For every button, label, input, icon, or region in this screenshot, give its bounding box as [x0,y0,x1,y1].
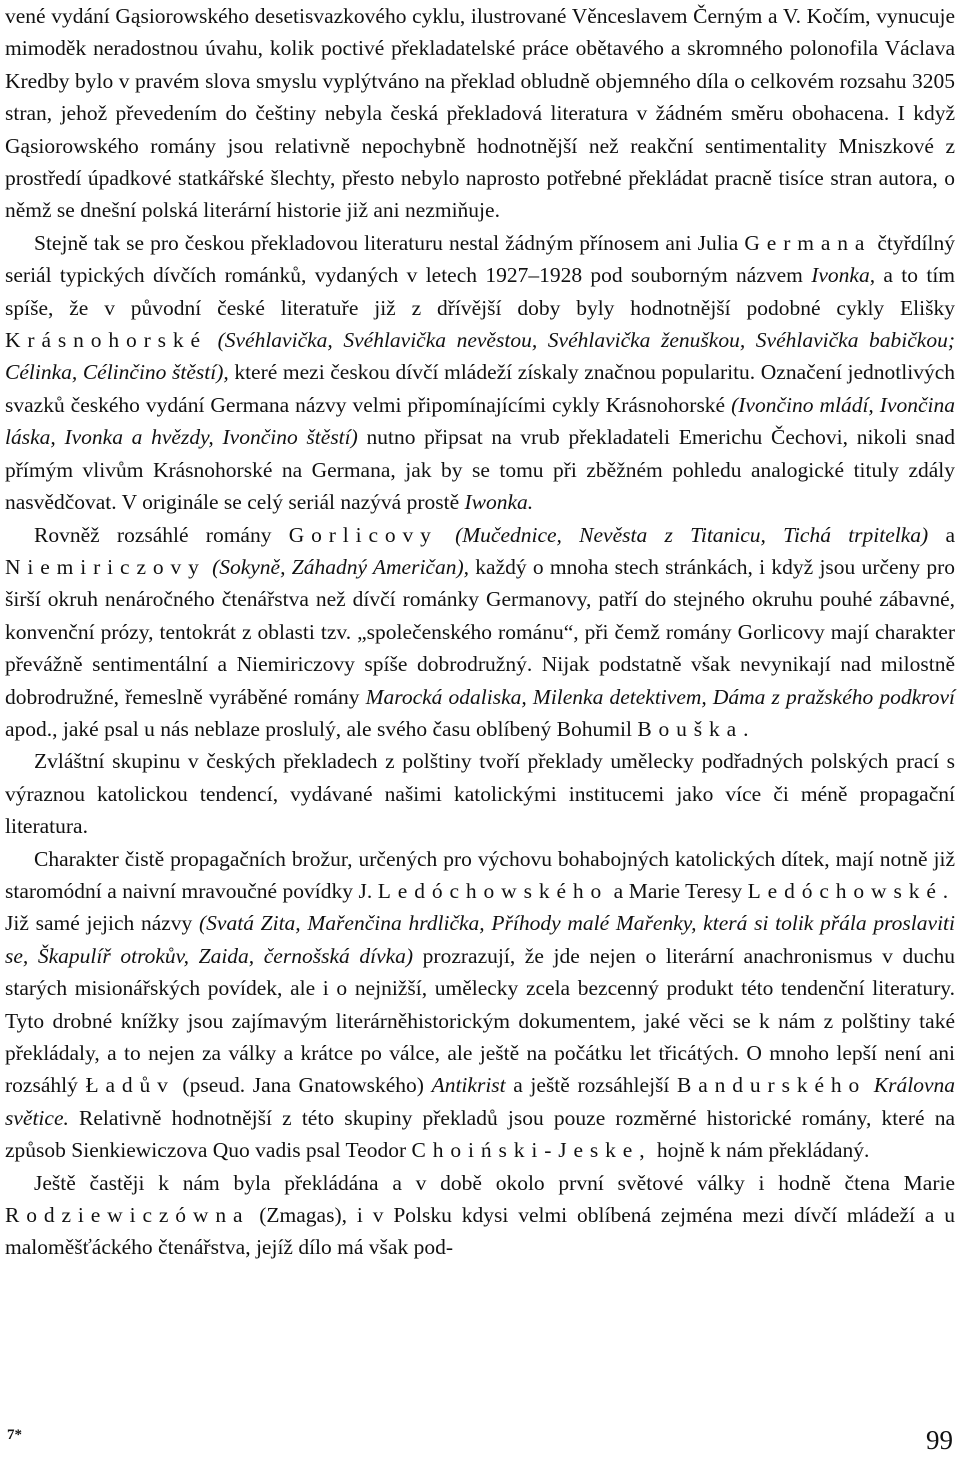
paragraph [5,0,955,227]
text-run: hojně k nám překládaný. [651,1138,870,1163]
text-run: Stejně tak se pro českou překladovou literaturu nestal žádným přínosem ani Julia [34,230,745,255]
body-text [5,0,955,1264]
paragraph [5,745,955,842]
italic-title: (Mučednice, Nevěsta z Titanicu, Tichá trpitelka) [455,522,929,547]
italic-title: (Ivončino mládí, Ivončina láska, Ivonka a hvězdy, Ivončino štěstí) [5,392,955,450]
paragraph [5,1167,955,1264]
italic-title: Královna světice. [5,1073,956,1130]
paragraph [5,519,955,746]
spaced-author-name: Germana [744,230,872,255]
text-run: čtyřdílný seriál typických dívčích románků, vydaných v letech 1927–1928 pod souborným názvem [5,230,955,288]
spaced-author-name: Choiński-Jeske, [411,1138,652,1163]
text-run [207,328,218,352]
spaced-author-name: Niemiriczovy [5,554,206,579]
italic-title: (Svéhlavička, Svéhlavička nevěstou, Svéhlavička ženuškou, Svéhlavička babičkou; Célinka, Célinčino štěstí), [5,328,956,385]
italic-title: Marocká odaliska, Milenka detektivem, Dáma z pražského podkroví [365,684,955,709]
spaced-author-name: Ledóchowské. [747,878,956,903]
paragraph [5,843,955,1167]
text-run: (pseud. Jana Gnatowského) [174,1073,432,1098]
spaced-author-name: Ledóchowského [377,878,609,903]
book-page [5,0,955,1460]
text-run: které mezi českou dívčí mládeží získaly značnou popularitu. Označení jednotlivých svazků českého vydání Germana názvy velmi připomínajícími cykly Krásnohorské [5,360,955,417]
text-run: Ještě častěji k nám byla překládána a v době okolo první světové války i hodně čtena Marie [34,1170,955,1195]
text-run: Rovněž rozsáhlé romány [34,522,289,547]
text-run: (Zmagas), i v Polsku kdysi velmi oblíbená zejména mezi dívčí mládeží a u maloměšťáckého čtenářstva, jejíž dílo má však pod- [5,1203,955,1260]
text-run: a ještě rozsáhlejší [505,1073,678,1098]
italic-title: Antikrist [431,1073,506,1098]
spaced-author-name: Rodziewiczówna [5,1203,250,1228]
text-run: Charakter čistě propagačních brožur, určených pro výchovu bohabojných katolických dítek, mají notně již staromódní a naivní mravoučné povídky J. [5,846,955,903]
text-run: prozrazují, že jde nejen o literární anachronismus v duchu starých misionářských povídek, ale i o nejnižší, umělecky zcela bezcenný produkt této tendenční literatury. Tyto drobné knížky jsou zajímavým literárněhistorickým dokumentem, jaké věci se k nám z polštiny také překládaly, a to nejen za války a krátce po válce, ale ještě na počátku let třicátých. O mnoho lepší není ani rozsáhlý [5,943,955,1098]
printer-signature-mark: 7* [7,1427,22,1443]
text-run: a to tím spíše, že v původní české literatuře již z dřívější doby byly hodnotnější podobné cykly Elišky [5,263,956,320]
spaced-author-name: Bouška. [637,716,756,741]
text-run: každý o mnoha stech stránkách, i když jsou určeny pro širší okruh nenáročného čtenářstva než dívčí románky Germanovy, patří do stejného okruhu pouhé zábavné, konvenční prózy, tentokrát z oblasti tzv. „společenského románu“, při čemž romány Gorlicovy mají charakter převážně sentimentální a Niemiriczovy spíše dobrodružný. Nijak podstatně však nevynikají nad milostně dobrodružné, řemeslně vyráběné romány [5,554,955,709]
text-run [866,1073,874,1097]
spaced-author-name: Bandurského [677,1073,867,1098]
italic-title: Ivonka, [811,263,876,288]
page-number: 99 [926,1425,953,1455]
text-run: a Marie Teresy [608,878,748,903]
text-run: nutno připsat na vrub překladateli Emerichu Čechovi, nikoli snad přímým vlivům Krásnohorské na Germana, jak by se tomu při zběžném pohledu analogické tituly zdály nasvědčovat. V originále se celý seriál nazývá prostě [5,425,955,515]
paragraph [5,227,955,519]
italic-title: (Svatá Zita, Mařenčina hrdlička, Příhody malé Mařenky, která si tolik přála proslaviti se, Škapulíř otrokův, Zaida, černošská dívka) [5,911,955,968]
spaced-author-name: Gorlicovy [288,522,438,547]
page-footer [5,1425,955,1461]
text-run: apod., jaké psal u nás neblaze proslulý, ale svého času oblíbený Bohumil [5,716,638,741]
spaced-author-name: Ładův [85,1073,175,1098]
italic-title: Iwonka. [464,490,534,515]
italic-title: (Sokyně, Záhadný Američan), [212,554,469,579]
text-run: Relativně hodnotnější z této skupiny překladů jsou pouze rozměrné historické romány, které na způsob Sienkiewiczova Quo vadis psal Teodor [5,1105,955,1163]
spaced-author-name: Krásnohorské [5,328,207,353]
text-run [438,523,455,547]
text-run: vené vydání Gąsiorowského desetisvazkového cyklu, ilustrované Věnceslavem Černým a V. Kočím, vynucuje mimoděk neradostnou úvahu, kolik poctivé překladatelské práce obětavého a skromného polonofila Václava Kredby bylo v pravém slova smyslu vyplýtváno na překlad obludně objemného díla o celkovém rozsahu 3205 stran, jehož převedením do češtiny nebyla česká překladová literatura v žádném směru obohacena. I když Gąsiorowského romány jsou relativně nepochybně hodnotnější než reakční sentimentality Mniszkové z prostředí úpadkové statkářské šlechty, přesto nebylo naprosto potřebné překládat pracně tisíce stran autora, o němž se dnešní polská literární historie již ani nezmiňuje. [5,4,955,223]
text-run: Zvláštní skupinu v českých překladech z polštiny tvoří překlady umělecky podřadných polských prací s výraznou katolickou tendencí, vydávané našimi katolickými institucemi jako více či méně propagační literatura. [5,749,955,839]
text-run: a [928,522,956,547]
text-run: Již samé jejich názvy [5,911,200,936]
